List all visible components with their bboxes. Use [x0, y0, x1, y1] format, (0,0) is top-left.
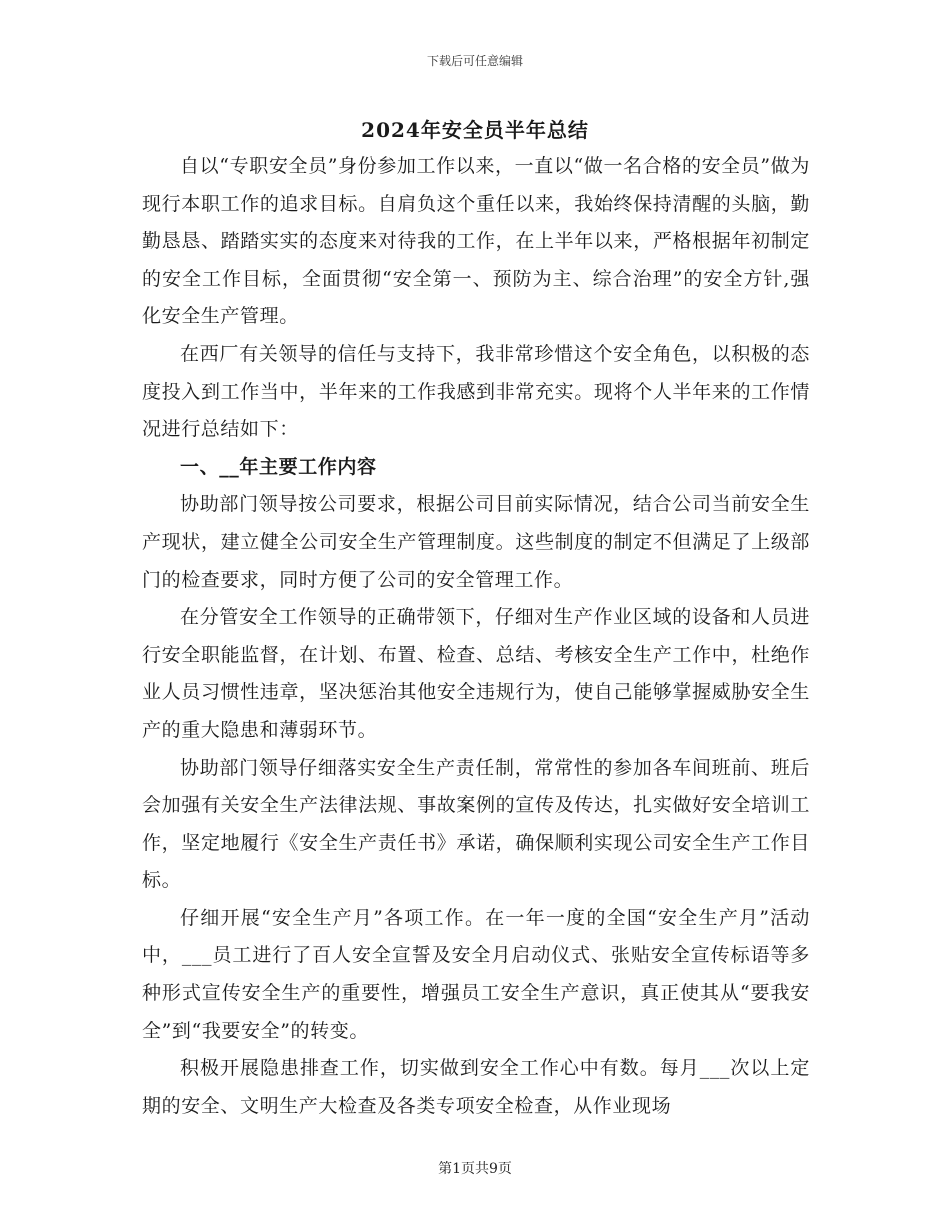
page-number: 第1页共9页 — [438, 1161, 512, 1177]
section-heading: 一、__年主要工作内容 — [180, 455, 377, 478]
paragraph-intro: 自以“专职安全员”身份参加工作以来，一直以“做一名合格的安全员”做为现行本职工作的追求目标。自肩负这个重任以来，我始终保持清醒的头脑，勤勤恳恳、踏踏实实的态度来对待我的工作，在上半年以来，严格根据年初制定的安全工作目标，全面贯彻“安全第一、预防为主、综合治理”的安全方针,强化安全生产管理。 — [142, 155, 810, 328]
paragraph-summary-lead: 在西厂有关领导的信任与支持下，我非常珍惜这个安全角色，以积极的态度投入到工作当中，半年来的工作我感到非常充实。现将个人半年来的工作情况进行总结如下： — [142, 342, 810, 441]
paragraph-responsibility: 协助部门领导仔细落实安全生产责任制，常常性的参加各车间班前、班后会加强有关安全生产法律法规、事故案例的宣传及传达，扎实做好安全培训工作，坚定地履行《安全生产责任书》承诺，确保顺利实现公司安全生产工作目标。 — [142, 756, 810, 892]
paragraph-supervision: 在分管安全工作领导的正确带领下，仔细对生产作业区域的设备和人员进行安全职能监督，在计划、布置、检查、总结、考核安全生产工作中，杜绝作业人员习惯性违章，坚决惩治其他安全违规行为，使自己能够掌握威胁安全生产的重大隐患和薄弱环节。 — [142, 606, 810, 741]
document-body — [142, 148, 810, 1125]
paragraph-management-system: 协助部门领导按公司要求，根据公司目前实际情况，结合公司当前安全生产现状，建立健全公司安全生产管理制度。这些制度的制定不但满足了上级部门的检查要求，同时方便了公司的安全管理工作。 — [142, 493, 810, 591]
document-title: 2024年安全员半年总结 — [361, 118, 589, 142]
page-header: 下载后可任意编辑 — [426, 54, 523, 68]
paragraph-hazard-inspection: 积极开展隐患排查工作，切实做到安全工作心中有数。每月___次以上定期的安全、文明生产大检查及各类专项安全检查，从作业现场 — [142, 1057, 810, 1117]
paragraph-safety-month: 仔细开展“安全生产月”各项工作。在一年一度的全国“安全生产月”活动中，___员工进行了百人安全宣誓及安全月启动仪式、张贴安全宣传标语等多种形式宣传安全生产的重要性，增强员工安全生产意识，真正使其从“要我安全”到“我要安全”的转变。 — [142, 906, 810, 1042]
